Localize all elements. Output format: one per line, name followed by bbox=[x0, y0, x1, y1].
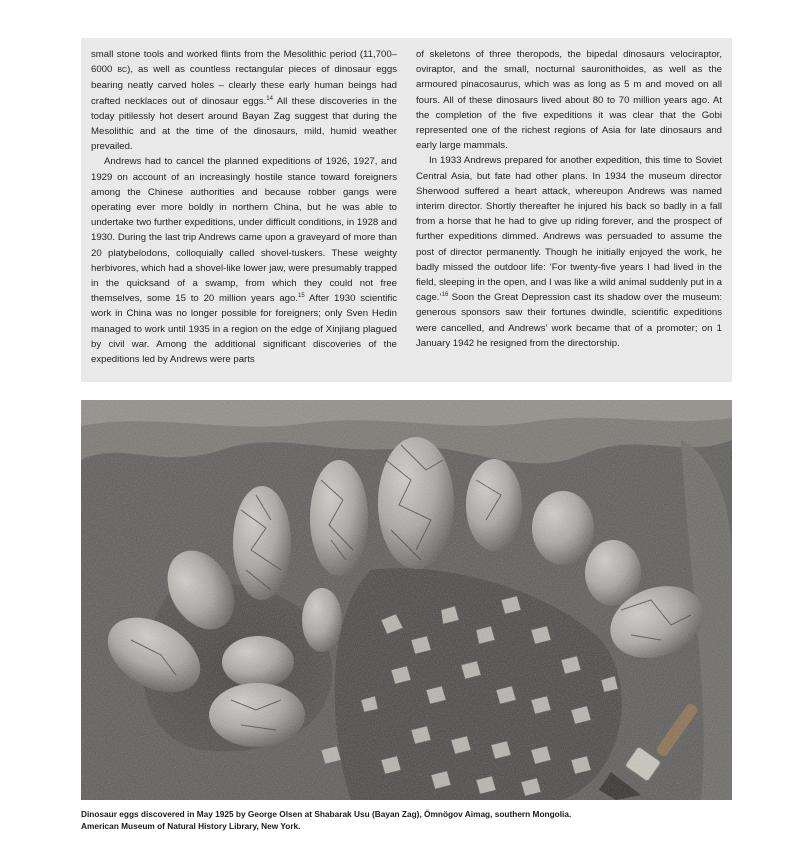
paragraph-1: small stone tools and worked flints from the Mesolithic period (11,700–6000 BC), as well as countless rectangular pieces of dinosaur eggs bearing neatly carved holes – clearly these early human beings had crafted necklaces out of dinosaur eggs.$^{14}$ All these discoveries in the today pitilessly hot desert around Bayan Zag suggest that during the Mesolithic and at the time of the dinosaurs, mild, humid weather prevailed. bbox=[91, 49, 397, 153]
right-column bbox=[416, 47, 722, 382]
dinosaur-eggs-photo-svg bbox=[81, 400, 732, 800]
caption-line-2: American Museum of Natural History Library, New York. bbox=[81, 821, 301, 831]
article-text-panel bbox=[81, 38, 732, 382]
dinosaur-eggs-photo bbox=[81, 400, 732, 800]
paragraph-4: In 1933 Andrews prepared for another expedition, this time to Soviet Central Asia, but fate had other plans. In 1934 the museum director Sherwood suffered a heart attack, whereupon Andrews was named interim director. Shortly thereafter he injured his back so badly in a fall from a horse that he had to give up riding forever, and the prospect of further expeditions dimmed. Andrews was persuaded to assume the post of director permanently. Though he initially enjoyed the work, he badly missed the outdoor life: ‘For twenty-five years I had lived in the field, sleeping in the open, and I was like a wild animal suddenly put in a cage.’$^{16}$ Soon the Great Depression cast its shadow over the museum: generous sponsors saw their fortunes dwindle, scientific expeditions were cancelled, and Andrews’ work became that of a promoter; on 1 January 1942 he resigned from the directorship. bbox=[416, 155, 722, 349]
caption-line-1: Dinosaur eggs discovered in May 1925 by George Olsen at Shabarak Usu (Bayan Zag), Ömnögov Aimag, southern Mongolia. bbox=[81, 809, 572, 819]
paragraph-3: of skeletons of three theropods, the bipedal dinosaurs velociraptor, oviraptor, and the small, nocturnal sauronithoides, as well as the armoured pinacosaurus, which was as long as 5 m and moved on all fours. All of these dinosaurs lived about 80 to 70 million years ago. At the completion of the five expeditions it was clear that the Gobi represented one of the richest regions of Asia for late dinosaurs and early large mammals. bbox=[416, 49, 722, 152]
footnote-ref-16[interactable]: 16 bbox=[441, 292, 449, 299]
footnote-ref-15[interactable]: 15 bbox=[298, 293, 305, 300]
photo-grain bbox=[81, 400, 732, 800]
photo-caption bbox=[81, 808, 732, 832]
footnote-ref-14[interactable]: 14 bbox=[266, 95, 273, 102]
paragraph-2: Andrews had to cancel the planned expeditions of 1926, 1927, and 1929 on account of an increasingly hostile stance toward foreigners among the Chinese authorities and because robber gangs were operating ever more boldly in northern China, but he was able to undertake two further expeditions, under difficult conditions, in 1928 and 1930. During the last trip Andrews came upon a graveyard of more than 20 platybelodons, colloquially called shovel-tuskers. These weighty herbivores, which had a shovel-like lower jaw, were presumably trapped in the quicksand of a swamp, from which they could not free themselves, some 15 to 20 million years ago.$^{15}$ After 1930 scientific work in China was no longer possible for foreigners; only Sven Hedin managed to work until 1935 in a region on the edge of Xinjiang plagued by civil war. Among the additional significant discoveries of the expeditions led by Andrews were parts bbox=[91, 156, 398, 366]
left-column bbox=[91, 47, 397, 382]
